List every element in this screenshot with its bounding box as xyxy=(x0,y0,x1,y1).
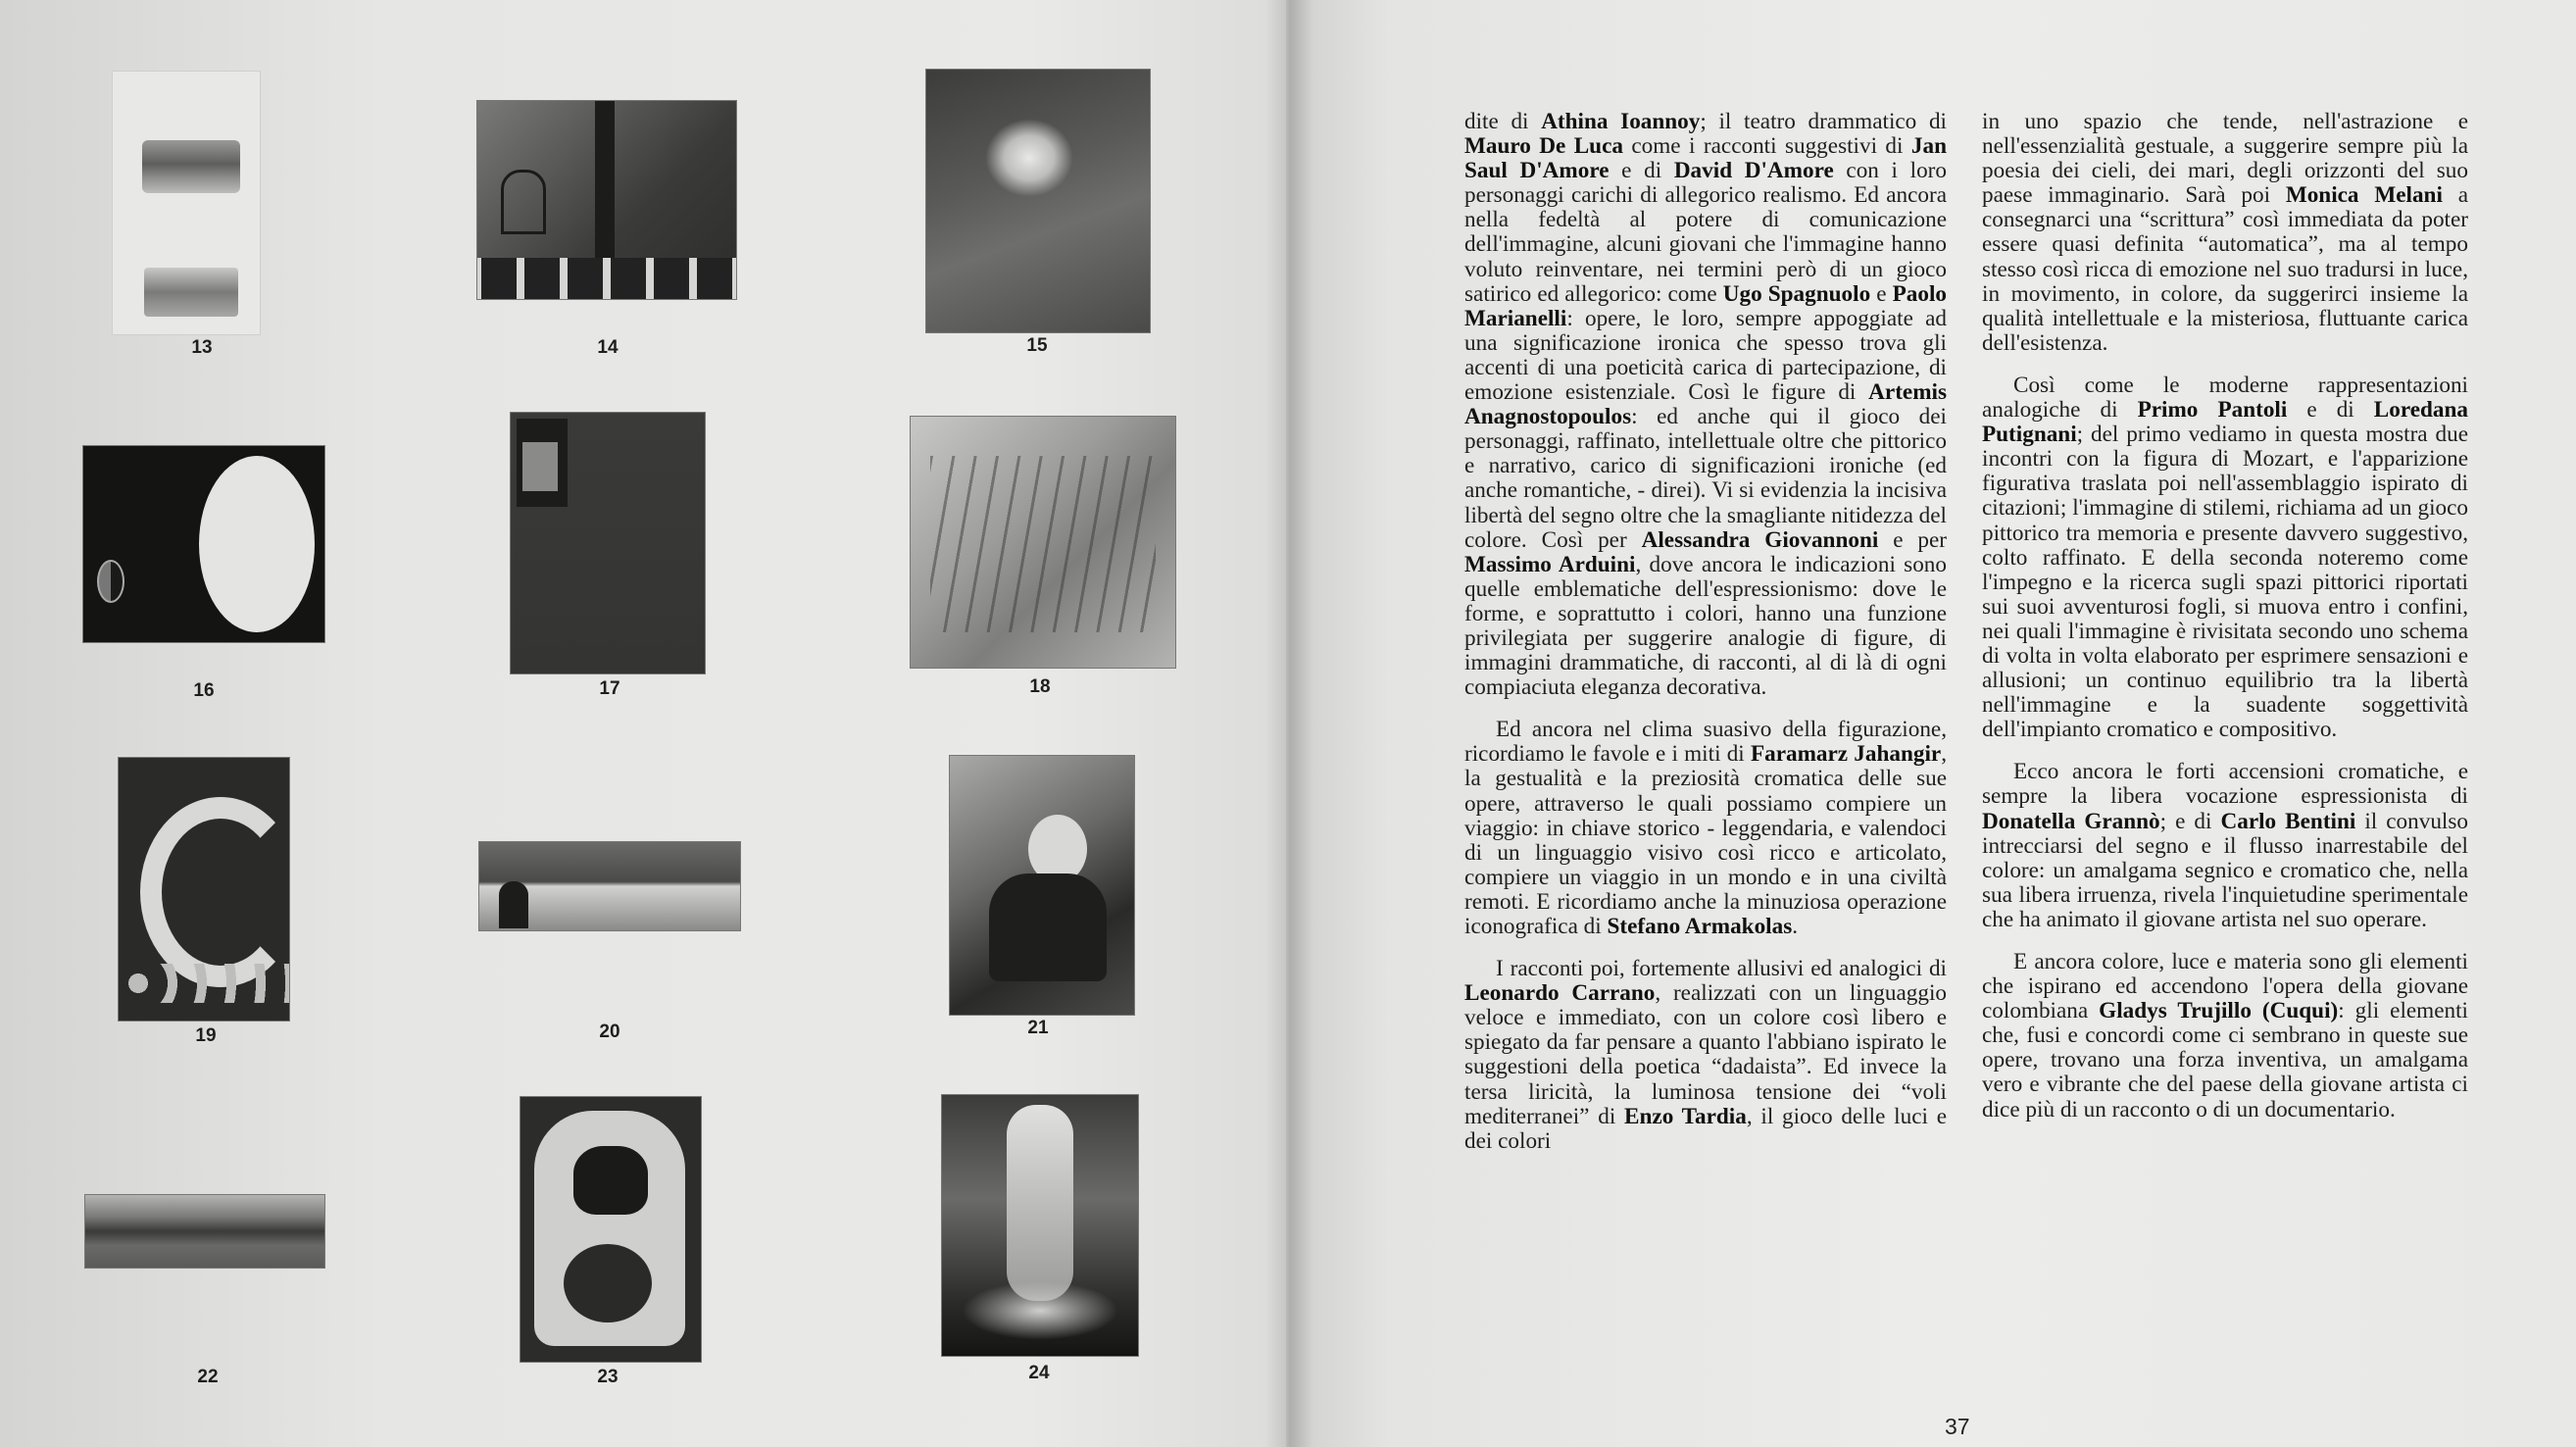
artist-name: Jan Saul D'Amore xyxy=(1464,133,1947,184)
artist-name: Ugo Spagnuolo xyxy=(1722,280,1871,307)
text-run: e di xyxy=(2287,397,2374,424)
text-run: come i racconti suggestivi di xyxy=(1622,133,1911,160)
artist-name: Carlo Bentini xyxy=(2220,808,2356,834)
artist-name: Loredana Putignani xyxy=(1982,397,2468,448)
artist-name: Primo Pantoli xyxy=(2137,397,2288,424)
text-run: con i loro personaggi carichi di allegorico realismo. Ed ancora nella fedeltà al potere di comunicazione dell'immagine, alcuni giovani che l'immagine hanno voluto reinventare, nei termini però di un gioco satirico ed allegorico: come xyxy=(1464,158,1947,307)
artist-name: Massimo Arduini xyxy=(1464,551,1636,577)
artist-name: Artemis Anagnostopoulos xyxy=(1464,379,1947,430)
text-run: ; e di xyxy=(2159,808,2221,834)
artist-name: Mauro De Luca xyxy=(1464,133,1623,160)
text-run: : ed anche qui il gioco dei personaggi, raffinato, intellettuale oltre che pittorico e narrativo, carico di significazioni ironiche (ed anche romantiche, - direi). Vi si evidenzia la incisiva libertà del segno oltre che la smagliante nitidezza del colore. Così per xyxy=(1464,404,1947,553)
text-run: , il gioco delle luci e dei colori xyxy=(1464,1103,1947,1154)
paragraph xyxy=(1464,718,1947,939)
artist-name: Gladys Trujillo (Cuqui) xyxy=(2099,998,2339,1024)
page-number: 37 xyxy=(1945,1414,1970,1439)
caption-23: 23 xyxy=(597,1367,619,1387)
paragraph xyxy=(1464,957,1947,1154)
caption-19: 19 xyxy=(195,1025,217,1046)
artwork-19 xyxy=(118,757,290,1022)
paragraph xyxy=(1464,110,1947,700)
artist-name: David D'Amore xyxy=(1673,158,1834,184)
artwork-21 xyxy=(949,755,1135,1016)
text-run: , realizzati con un linguaggio veloce e immediato, con un colore così libero e spiegato da far pensare a quanto l'abbiano ispirato le suggestioni della poetica “dadaista”. Ed invece la tersa liricità, la luminosa tensione dei “voli mediterranei” di xyxy=(1464,980,1947,1129)
artwork-23 xyxy=(520,1096,702,1363)
text-run: dite di xyxy=(1464,109,1542,134)
book-gutter xyxy=(1264,0,1313,1447)
artist-name: Paolo Marianelli xyxy=(1464,280,1947,331)
caption-16: 16 xyxy=(193,680,215,701)
caption-13: 13 xyxy=(191,337,213,358)
text-column-1 xyxy=(1464,110,1947,1154)
paragraph xyxy=(1982,760,2468,932)
text-run: Ed ancora nel clima suasivo della figurazione, ricordiamo le favole e i miti di xyxy=(1464,717,1947,768)
text-run: E ancora colore, luce e materia sono gli elementi che ispirano ed accendono l'opera della giovane colombiana xyxy=(1982,949,2468,1024)
text-run: e per xyxy=(1878,526,1947,553)
paragraph xyxy=(1982,110,2468,356)
text-run: , dove ancora le indicazioni sono quelle emblematiche dell'espressionismo: dove le forme, e soprattutto i colori, hanno una funzione privilegiata per suggerire analogie di figure, di immagini drammatiche, di racconti, al di là di ogni compiaciuta eleganza decorativa. xyxy=(1464,551,1947,701)
artwork-20 xyxy=(478,841,741,931)
text-run: I racconti poi, fortemente allusivi ed analogici di xyxy=(1496,956,1947,982)
caption-22: 22 xyxy=(197,1367,219,1387)
text-run: e di xyxy=(1609,158,1674,184)
artwork-15 xyxy=(925,69,1151,333)
text-run: : gli elementi che, fusi e concordi come ci sembrano in queste sue opere, trovano una forza inventiva, un amalgama vero e vibrante che del paese della giovane artista ci dice più di un racconto o di un documentario. xyxy=(1982,998,2468,1123)
artwork-16 xyxy=(82,445,325,643)
text-column-2 xyxy=(1982,110,2468,1123)
caption-21: 21 xyxy=(1027,1018,1049,1038)
text-run: il convulso intrecciarsi del segno e il flusso inarrestabile del colore: un amalgama segnico e cromatico che, nella sua libera irruenza, rivela l'inquietudine sperimentale che ha animato il giovane artista nel suo operare. xyxy=(1982,808,2468,932)
artist-name: Leonardo Carrano xyxy=(1464,980,1656,1007)
caption-18: 18 xyxy=(1029,676,1051,697)
caption-17: 17 xyxy=(599,678,620,699)
text-run: a consegnarci una “scrittura” così immediata da poter essere quasi definita “automatica”, ma al tempo stesso così ricca di emozione nel suo tradursi in luce, in movimento, in colore, da suggerirci insieme la qualità intellettuale e la misteriosa, fluttuante carica dell'esistenza. xyxy=(1982,182,2468,356)
artwork-17 xyxy=(510,412,706,674)
text-run: ; il teatro drammatico di xyxy=(1700,109,1947,134)
text-run: Così come le moderne rappresentazioni analogiche di xyxy=(1982,372,2468,424)
artwork-22 xyxy=(84,1194,325,1269)
caption-20: 20 xyxy=(599,1022,620,1042)
text-run: : opere, le loro, sempre appoggiate ad una significazione ironica che spesso trova gli accenti di una poeticità carica di partecipazione, di emozione esistenziale. Così le figure di xyxy=(1464,305,1947,406)
paragraph xyxy=(1982,950,2468,1123)
text-run: Ecco ancora le forti accensioni cromatiche, e sempre la libera vocazione espressionista di xyxy=(1982,759,2468,810)
artist-name: Stefano Armakolas xyxy=(1607,914,1793,939)
paragraph xyxy=(1982,374,2468,742)
artist-name: Athina Ioannoy xyxy=(1541,109,1701,134)
text-run: ; del primo vediamo in questa mostra due incontri con la figura di Mozart, e l'apparizione figurativa traslata poi nell'assemblaggio ispirato di citazioni; l'immagine di stilemi, richiama ad un gioco pittorico tra memoria e presente davvero suggestivo, colto raffinato. E della seconda noteremo come l'impegno e la ricerca sugli spazi pittorici riportati sui suoi avventurosi fogli, si muova entro i confini, nei quali l'immagine è rivisitata secondo uno schema di volta in volta elaborato per esprimere sensazioni e allusioni; un continuo equilibrio tra la libertà nell'immagine e la suadente soggettività dell'impianto cromatico e compositivo. xyxy=(1982,422,2468,743)
text-run: , la gestualità e la preziosità cromatica delle sue opere, attraverso le quali possiamo compiere un viaggio: in chiave storico - leggendaria, e valendoci di un linguaggio visivo così ricco e articolato, compiere un viaggio in un mondo e in una civiltà remoti. E ricordiamo anche la minuziosa operazione iconografica di xyxy=(1464,741,1947,939)
artist-name: Enzo Tardia xyxy=(1624,1103,1747,1129)
artist-name: Alessandra Giovannoni xyxy=(1641,526,1879,553)
text-run: . xyxy=(1792,914,1799,939)
artist-name: Faramarz Jahangir xyxy=(1750,741,1942,768)
artist-name: Donatella Grannò xyxy=(1982,808,2160,834)
left-page xyxy=(0,0,1286,1447)
artist-name: Monica Melani xyxy=(2285,182,2443,209)
text-run: e xyxy=(1870,280,1893,307)
caption-14: 14 xyxy=(597,337,619,358)
text-run: in uno spazio che tende, nell'astrazione e nell'essenzialità gestuale, a suggerire sempre più la poesia dei cieli, dei mari, degli orizzonti del suo paese immaginario. Sarà poi xyxy=(1982,109,2468,209)
caption-24: 24 xyxy=(1028,1363,1050,1383)
artwork-13 xyxy=(112,71,261,335)
artwork-18 xyxy=(910,416,1176,669)
caption-15: 15 xyxy=(1026,335,1048,356)
artwork-24 xyxy=(941,1094,1139,1357)
artwork-14 xyxy=(476,100,737,300)
